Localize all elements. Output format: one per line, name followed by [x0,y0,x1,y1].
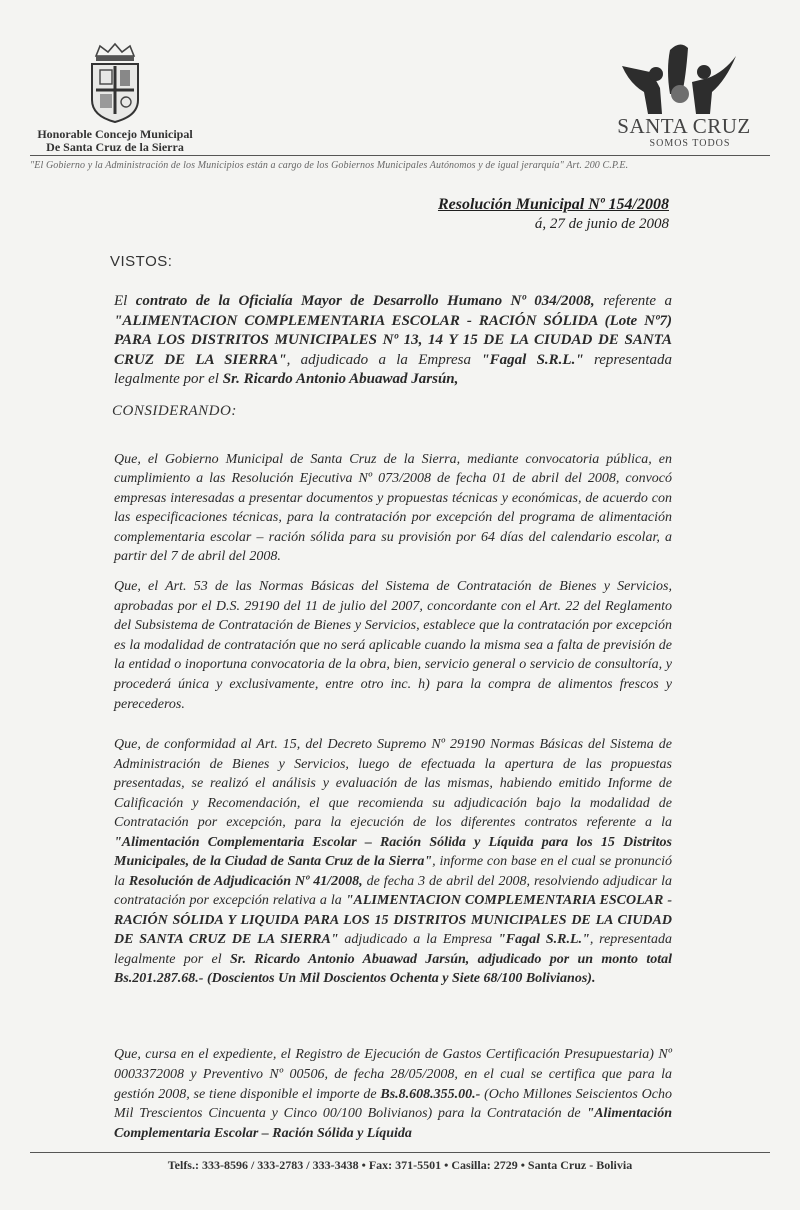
paragraph-presupuesto [114,1045,672,1144]
text-run: referente a [594,293,672,309]
bold-text-run: Sr. Ricardo Antonio Abuawad Jarsún, [222,371,459,388]
council-name [28,128,202,154]
text-run: , representada legalmente por el [114,932,673,967]
paragraph-contract [114,292,672,390]
paragraph-convocatoria [114,450,672,566]
brand-name: SANTA CRUZ [617,114,751,138]
text-run: El [114,293,136,309]
footer-divider [30,1152,770,1153]
considerando-heading: CONSIDERANDO: [112,403,237,419]
text-run: representada legalmente por el [114,351,673,388]
text-run: adjudicado a la Empresa [338,932,498,947]
vistos-heading: VISTOS: [110,253,173,270]
bold-text-run: Sr. Ricardo Antonio Abuawad Jarsún, adjudicado por un monto total Bs.201.287.68.- (Doscientos Un Mil Doscientos Ochenta y Siete 68/100 Bolivianos). [114,951,672,986]
text-run: Que, de conformidad al Art. 15, del Decreto Supremo Nº 29190 Normas Básicas del Sistema de Administración de Bienes y Servicios, luego de efectuada la apertura de las propuestas presentadas, se realizó el análisis y evaluación de las mismas, habiendo emitido Informe de Calificación y Recomendación, el que recomienda su adjudicación bajo la modalidad de Contratación por excepción, para la ejecución de los diferentes contratos referente a la [114,737,672,830]
council-name-line1: Honorable Concejo Municipal [37,127,193,141]
text-run: Que, el Gobierno Municipal de Santa Cruz de la Sierra, mediante convocatoria pública, en cumplimiento a las Resolución Ejecutiva Nº 073/2008 de fecha 01 de abril del 2008, convocó empresas interesadas a presentar documentos y propuestas técnicas y económicas, de acuerdo con las especificaciones técnicas, para la contratación por excepción del programa de alimentación complementaria escolar – ración sólida para su provisión por 64 días del calendario escolar, a partir del 7 de abril del 2008. [114,452,672,565]
text-run: Que, cursa en el expediente, el Registro de Ejecución de Gastos Certificación Presupuestaria) Nº 0003372008 y Preventivo Nº 00506, de fecha 28/05/2008, en el cual se certifica que para la gestión 2008, se tiene disponible el importe de [114,1047,672,1102]
text-run: Que, el Art. 53 de las Normas Básicas del Sistema de Contratación de Bienes y Servicios, aprobadas por el D.S. 29190 del 11 de julio del 2007, concordante con el Art. 22 del Reglamento del Subsistema de Contratación de Bienes y Servicios, establece que la contratación por excepción es la modalidad de contratación que no será aplicable cuando la misma sea a falta de previsión de la entidad o inoportuna convocatoria de la obra, bien, servicio general o servicio de consultoría, y procederá única y exclusivamente, entre otro inc. h) para la compra de alimentos frescos y perecederos. [114,579,672,712]
text-run: de fecha 3 de abril del 2008, resolviendo adjudicar la contratación por excepción relativa a la [114,873,672,908]
bold-text-run: contrato de la Oficialía Mayor de Desarrollo Humano Nº 034/2008, [135,293,595,309]
header-divider [30,155,770,156]
paragraph-normas-basicas [114,577,672,714]
bold-text-run: "Fagal S.R.L." [481,351,584,368]
bold-text-run: "Fagal S.R.L." [498,932,590,947]
paragraph-adjudicacion [114,735,672,989]
bold-text-run: Bs.8.608.355.00.- [380,1086,481,1102]
text-run: (Ocho Millones Seiscientos Ocho Mil Trescientos Cincuenta y Cinco 00/100 Bolivianos) para la Contratación de [114,1086,672,1122]
bold-text-run: "ALIMENTACION COMPLEMENTARIA ESCOLAR - RACIÓN SÓLIDA Y LIQUIDA PARA LOS 15 DISTRITOS MUNICIPALES DE LA CIUDAD DE SANTA CRUZ DE LA SIERRA" [114,893,673,947]
constitution-motto: "El Gobierno y la Administración de los Municipios están a cargo de los Gobiernos Municipales Autónomos y de igual jerarquía" Art. 200 C.P.E. [30,160,629,171]
resolution-date: á, 27 de junio de 2008 [534,216,669,232]
text-run: , informe con base en el cual se pronunció la [114,854,672,889]
bold-text-run: "ALIMENTACION COMPLEMENTARIA ESCOLAR - RACIÓN SÓLIDA (Lote Nº7) PARA LOS DISTRITOS MUNICIPALES Nº 13, 14 Y 15 DE LA CIUDAD DE SANTA CRUZ DE LA SIERRA" [114,312,672,368]
text-run: , adjudicado a la Empresa [286,351,482,368]
bold-text-run: "Alimentación Complementaria Escolar – Ración Sólida y Líquida [114,1106,672,1142]
council-name-line2: De Santa Cruz de la Sierra [46,140,184,154]
footer-contact: Telfs.: 333-8596 / 333-2783 / 333-3438 • Fax: 371-5501 • Casilla: 2729 • Santa Cruz - Bolivia [167,1158,633,1172]
municipal-crest-icon [86,42,144,124]
resolution-title: Resolución Municipal Nº 154/2008 [437,196,669,213]
bold-text-run: "Alimentación Complementaria Escolar – Ración Sólida y Líquida para los 15 Distritos Municipales, de la Ciudad de Santa Cruz de la Sierra" [114,834,672,869]
brand-slogan: SOMOS TODOS [649,138,731,149]
bold-text-run: Resolución de Adjudicación Nº 41/2008, [128,873,363,889]
